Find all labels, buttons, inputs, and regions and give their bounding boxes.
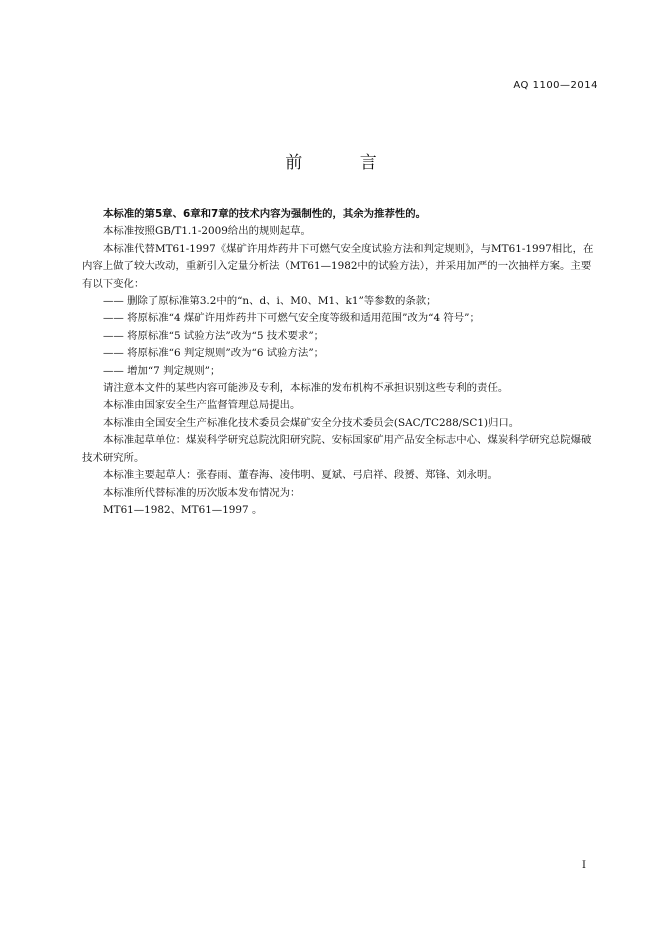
page-number: I [582,860,586,871]
foreword-body [82,206,600,519]
paragraph-committee: 本标准由全国安全生产标准化技术委员会煤矿安全分技术委员会(SAC/TC288/SC1)归口。 [103,416,520,429]
paragraph-patent-notice: 请注意本文件的某些内容可能涉及专利，本标准的发布机构不承担识别这些专利的责任。 [103,382,509,395]
paragraph-history-versions: MT61—1982、MT61—1997 。 [103,503,263,516]
change-item: —— 将原标准“6 判定规则”改为“6 试验方法”； [103,347,325,360]
change-item: —— 删除了原标准第3.2中的“n、d、i、M0、M1、k1”等参数的条款； [103,295,437,308]
paragraph-drafting-units: 本标准起草单位：煤炭科学研究总院沈阳研究院、安标国家矿用产品安全标志中心、煤炭科学研究总院爆破技术研究所。 [82,434,592,464]
paragraph-history-intro: 本标准所代替标准的历次版本发布情况为： [103,486,301,499]
paragraph-proposer: 本标准由国家安全生产监督管理总局提出。 [103,399,301,412]
change-item: —— 将原标准“4 煤矿许用炸药井下可燃气安全度等级和适用范围”改为“4 符号”； [103,312,480,325]
paragraph-drafters: 本标准主要起草人：张春雨、董春海、凌伟明、夏斌、弓启祥、段赟、郑锋、刘永明。 [103,469,498,482]
standard-code: AQ 1100—2014 [513,80,598,91]
paragraph-drafting-rules: 本标准按照GB/T1.1-2009给出的规则起草。 [103,225,311,238]
page-title: 前 言 [285,153,403,173]
change-item: —— 将原标准“5 试验方法”改为“5 技术要求”； [103,329,325,342]
paragraph-mandatory-statement: 本标准的第5章、6章和7章的技术内容为强制性的，其余为推荐性的。 [103,208,427,220]
change-item: —— 增加“7 判定规则”； [103,364,221,377]
paragraph-replacement: 本标准代替MT61-1997《煤矿许用炸药井下可燃气安全度试验方法和判定规则》，与MT61-1997相比，在内容上做了较大改动，重新引入定量分析法（MT61—1982中的试验方法），并采用加严的一次抽样方案。主要有以下变化： [82,242,594,290]
